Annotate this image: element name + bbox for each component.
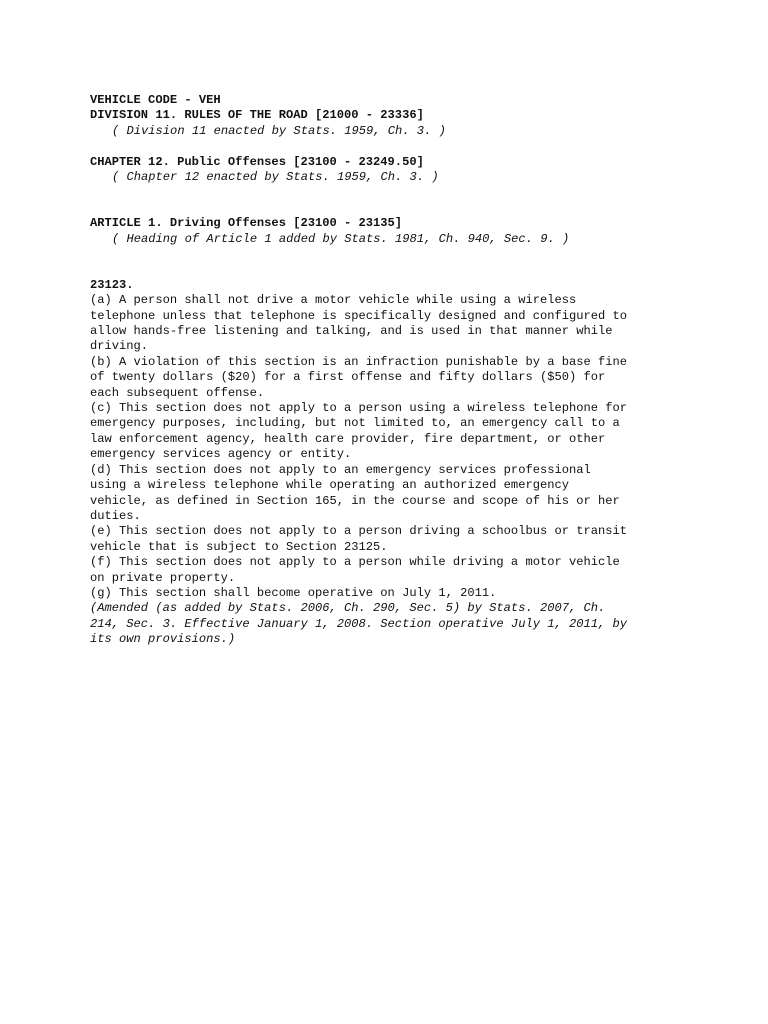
section-history bbox=[90, 601, 690, 647]
paragraph-line: (g) This section shall become operative on July 1, 2011. bbox=[90, 585, 497, 600]
section-paragraph bbox=[90, 463, 690, 525]
history-line: 214, Sec. 3. Effective January 1, 2008. Section operative July 1, 2011, by bbox=[90, 616, 628, 631]
article-heading: ARTICLE 1. Driving Offenses [23100 - 23135] bbox=[90, 216, 403, 231]
division-note: ( Division 11 enacted by Stats. 1959, Ch. 3. ) bbox=[112, 123, 446, 138]
chapter-heading: CHAPTER 12. Public Offenses [23100 - 23249.50] bbox=[90, 154, 424, 169]
section-paragraph bbox=[90, 293, 690, 355]
section-paragraph bbox=[90, 401, 690, 463]
paragraph-line: (a) A person shall not drive a motor vehicle while using a wireless bbox=[90, 293, 577, 308]
division-heading: DIVISION 11. RULES OF THE ROAD [21000 - 23336] bbox=[90, 108, 424, 123]
spacer bbox=[90, 185, 690, 216]
spacer bbox=[90, 139, 690, 154]
paragraph-line: of twenty dollars ($20) for a first offense and fifty dollars ($50) for bbox=[90, 370, 606, 385]
paragraph-line: (f) This section does not apply to a person while driving a motor vehicle bbox=[90, 555, 620, 570]
chapter-note: ( Chapter 12 enacted by Stats. 1959, Ch. 3. ) bbox=[112, 170, 439, 185]
paragraph-line: vehicle, as defined in Section 165, in the course and scope of his or her bbox=[90, 493, 620, 508]
article-note: ( Heading of Article 1 added by Stats. 1981, Ch. 940, Sec. 9. ) bbox=[112, 231, 570, 246]
section-paragraph bbox=[90, 524, 690, 555]
paragraph-line: (e) This section does not apply to a person driving a schoolbus or transit bbox=[90, 524, 628, 539]
history-line: (Amended (as added by Stats. 2006, Ch. 290, Sec. 5) by Stats. 2007, Ch. bbox=[90, 601, 606, 616]
paragraph-line: driving. bbox=[90, 339, 149, 354]
section-paragraph bbox=[90, 555, 690, 586]
section-paragraph bbox=[90, 586, 690, 601]
paragraph-line: (b) A violation of this section is an infraction punishable by a base fine bbox=[90, 354, 628, 369]
paragraph-line: on private property. bbox=[90, 570, 236, 585]
paragraph-line: law enforcement agency, health care provider, fire department, or other bbox=[90, 431, 606, 446]
paragraph-line: each subsequent offense. bbox=[90, 385, 265, 400]
paragraph-line: (d) This section does not apply to an emergency services professional bbox=[90, 462, 591, 477]
paragraph-line: (c) This section does not apply to a person using a wireless telephone for bbox=[90, 401, 628, 416]
paragraph-line: using a wireless telephone while operating an authorized emergency bbox=[90, 478, 569, 493]
history-line: its own provisions.) bbox=[90, 632, 236, 647]
paragraph-line: telephone unless that telephone is specifically designed and configured to bbox=[90, 308, 628, 323]
paragraph-line: emergency services agency or entity. bbox=[90, 447, 352, 462]
paragraph-line: allow hands-free listening and talking, and is used in that manner while bbox=[90, 324, 613, 339]
paragraph-line: emergency purposes, including, but not limited to, an emergency call to a bbox=[90, 416, 620, 431]
section-body bbox=[90, 293, 690, 601]
paragraph-line: vehicle that is subject to Section 23125. bbox=[90, 539, 388, 554]
section-paragraph bbox=[90, 355, 690, 401]
paragraph-line: duties. bbox=[90, 508, 141, 523]
section-number: 23123. bbox=[90, 277, 134, 292]
statute-document bbox=[90, 93, 690, 648]
spacer bbox=[90, 247, 690, 278]
code-title: VEHICLE CODE - VEH bbox=[90, 93, 221, 107]
